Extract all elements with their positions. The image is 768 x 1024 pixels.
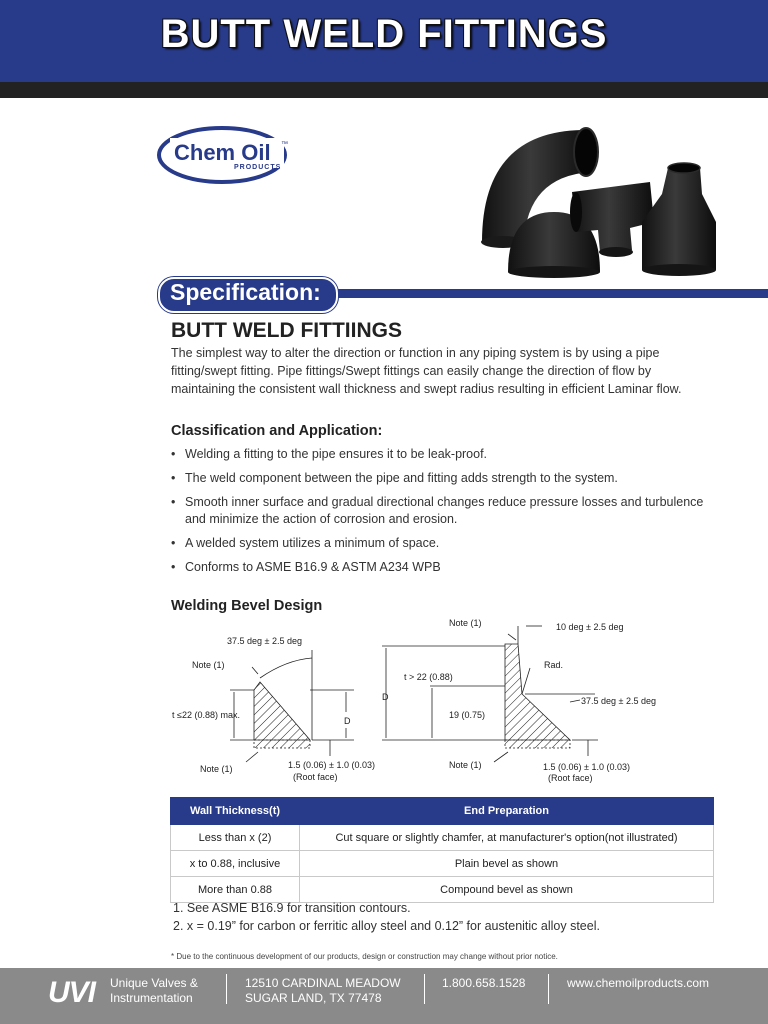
classification-list	[171, 446, 721, 583]
left-thickness: t ≤22 (0.88) max.	[172, 710, 240, 720]
spec-rule	[320, 289, 768, 298]
list-item: • Smooth inner surface and gradual directional changes reduce pressure losses and turbulence and minimize the action of corrosion and erosion.	[171, 495, 704, 526]
footer-separator	[424, 974, 425, 1004]
table-header-wall: Wall Thickness(t)	[171, 798, 300, 825]
table-row: x to 0.88, inclusive Plain bevel as shown	[171, 851, 714, 877]
table-notes	[173, 899, 600, 935]
logo-name: Chem Oil	[174, 140, 271, 165]
right-dim19: 19 (0.75)	[449, 710, 486, 720]
left-root-dim: 1.5 (0.06) ± 1.0 (0.03)	[288, 760, 375, 770]
footer-website-link[interactable]: www.chemoilproducts.com	[567, 976, 710, 990]
bevel-title: Welding Bevel Design	[171, 598, 323, 614]
left-d: D	[344, 716, 351, 726]
chem-oil-logo	[156, 124, 296, 186]
left-angle: 37.5 deg ± 2.5 deg	[227, 636, 303, 646]
footer-separator	[548, 974, 549, 1004]
page-title: BUTT WELD FITTINGS	[160, 12, 608, 56]
footer-phone: 1.800.658.1528	[442, 976, 526, 990]
table-row: Less than x (2) Cut square or slightly chamfer, at manufacturer's option(not illustrated)	[171, 825, 714, 851]
footer-brand-text: Unique Valves & Instrumentation	[110, 976, 198, 1005]
logo-sub: PRODUCTS	[234, 164, 282, 171]
right-root-face: (Root face)	[548, 773, 593, 783]
right-note-bottom: Note (1)	[449, 760, 482, 770]
uvi-logo: UVI	[48, 976, 96, 1009]
right-root-dim: 1.5 (0.06) ± 1.0 (0.03)	[543, 762, 630, 772]
classification-title: Classification and Application:	[171, 423, 383, 439]
disclaimer: * Due to the continuous development of our products, design or construction may change without prior notice.	[171, 952, 558, 961]
list-item: • A welded system utilizes a minimum of space.	[171, 536, 440, 550]
end-preparation-table	[170, 797, 714, 903]
left-note-bottom: Note (1)	[200, 764, 233, 774]
right-angle-top: 10 deg ± 2.5 deg	[556, 622, 624, 632]
right-rad: Rad.	[544, 660, 564, 670]
section-title: BUTT WELD FITTIINGS	[171, 319, 402, 342]
list-item: • The weld component between the pipe and fitting adds strength to the system.	[171, 471, 618, 485]
fittings-photo	[472, 122, 722, 282]
list-item: • Conforms to ASME B16.9 & ASTM A234 WPB	[171, 560, 441, 574]
footer-separator	[226, 974, 227, 1004]
table-row: More than 0.88 Compound bevel as shown	[171, 877, 714, 903]
table-header-end: End Preparation	[300, 798, 714, 825]
note-2: 2. x = 0.19” for carbon or ferritic alloy steel and 0.12” for austenitic alloy steel.	[173, 919, 600, 933]
header-strip	[0, 82, 768, 98]
right-thickness: t > 22 (0.88)	[404, 672, 453, 682]
note-1: 1. See ASME B16.9 for transition contours.	[173, 901, 411, 915]
right-d: D	[382, 692, 389, 702]
bevel-diagram	[170, 612, 680, 792]
left-root-face: (Root face)	[293, 772, 338, 782]
spec-label: Specification:	[170, 279, 321, 305]
footer-address: 12510 CARDINAL MEADOW SUGAR LAND, TX 77478	[245, 976, 401, 1005]
list-item: • Welding a fitting to the pipe ensures it to be leak-proof.	[171, 447, 488, 461]
left-note-top: Note (1)	[192, 660, 225, 670]
right-note-top: Note (1)	[449, 618, 482, 628]
intro-paragraph: The simplest way to alter the direction or function in any piping system is by using a pipe fitting/swept fitting. Pipe fittings/Swept fittings can easily change the direction of flow by maintaining the consistent wall thickness and swept radius resulting in efficient Laminar flow.	[171, 346, 682, 396]
logo-trademark: ™	[281, 141, 288, 148]
right-angle-bottom: 37.5 deg ± 2.5 deg	[581, 696, 657, 706]
